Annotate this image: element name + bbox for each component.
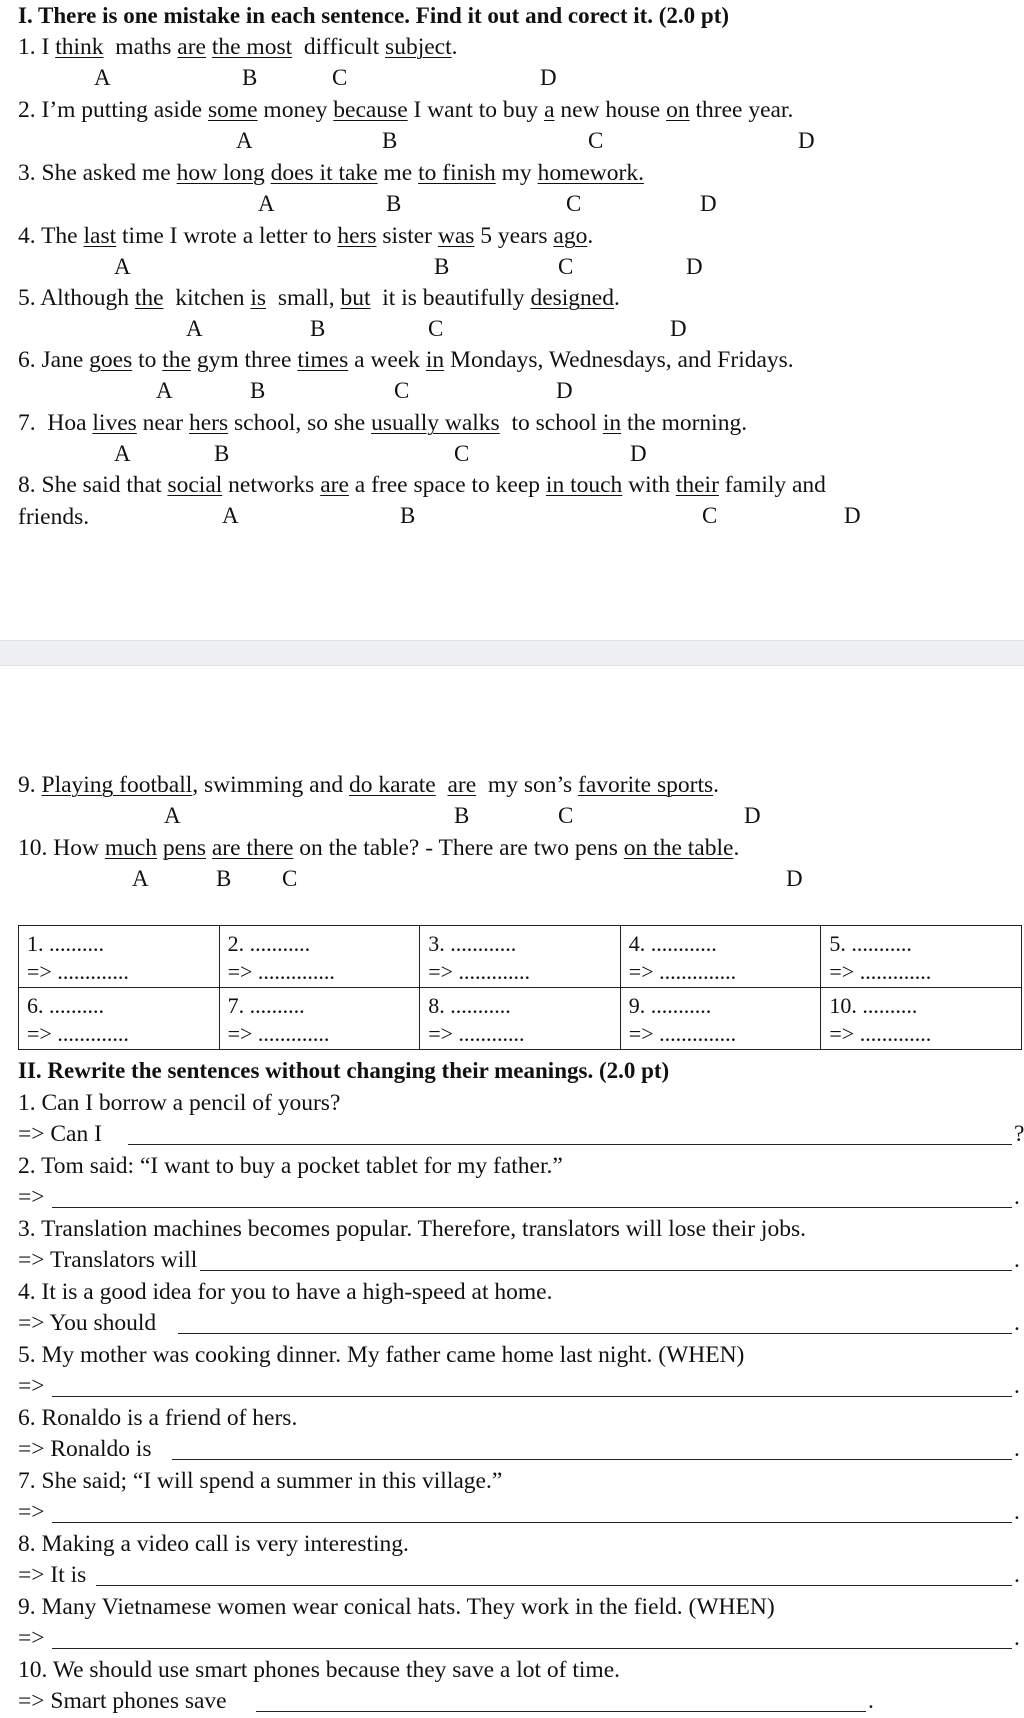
q10-letter-d: D	[786, 866, 803, 891]
q9-letter-b: B	[454, 803, 470, 828]
answer-cell-6[interactable]: 6. .......... => .............	[19, 988, 220, 1050]
answer-cell-8[interactable]: 8. ........... => ............	[420, 988, 621, 1050]
q1-letter-c: C	[332, 65, 348, 90]
table-row	[19, 926, 1022, 988]
q1-letter-d: D	[540, 65, 557, 90]
q6-letter-a: A	[156, 378, 173, 403]
q2-letter-d: D	[798, 128, 815, 153]
table-row	[19, 988, 1022, 1050]
q10-letter-c: C	[282, 866, 298, 891]
q4-letter-d: D	[686, 254, 703, 279]
q7-letter-a: A	[114, 441, 131, 466]
rewrite-prefix: => Ronaldo is	[18, 1436, 152, 1462]
q10-letter-b: B	[216, 866, 232, 891]
rewrite-end-punct: .	[1014, 1562, 1020, 1588]
answer-line[interactable]	[128, 1144, 1012, 1145]
page-break	[0, 640, 1024, 666]
question-7: 7. Hoa lives near hers school, so she usually walks to school in the morning.	[18, 410, 748, 436]
rewrite-end-punct: .	[868, 1688, 874, 1714]
rewrite-end-punct: .	[1014, 1247, 1020, 1273]
question-5: 5. Although the kitchen is small, but it is beautifully designed.	[18, 285, 620, 311]
rewrite-question: 2. Tom said: “I want to buy a pocket tablet for my father.”	[18, 1153, 563, 1179]
question-2: 2. I’m putting aside some money because I want to buy a new house on three year.	[18, 97, 794, 123]
q8-letter-c: C	[702, 503, 718, 528]
question-8-line2: friends.	[18, 504, 90, 530]
answer-cell-10[interactable]: 10. .......... => .............	[821, 988, 1022, 1050]
q8-letter-a: A	[222, 503, 239, 528]
rewrite-end-punct: .	[1014, 1310, 1020, 1336]
rewrite-question: 8. Making a video call is very interesting.	[18, 1531, 409, 1557]
rewrite-prefix: => Translators will	[18, 1247, 198, 1273]
rewrite-prefix: =>	[18, 1373, 45, 1399]
q7-letter-d: D	[630, 441, 647, 466]
q3-letter-c: C	[566, 191, 582, 216]
rewrite-end-punct: .	[1014, 1436, 1020, 1462]
rewrite-prefix: => Smart phones save	[18, 1688, 227, 1714]
question-1: 1. I think maths are the most difficult subject.	[18, 34, 458, 60]
q8-letter-d: D	[844, 503, 861, 528]
q3-letter-a: A	[258, 191, 275, 216]
q2-letter-b: B	[382, 128, 398, 153]
answer-line[interactable]	[96, 1585, 1012, 1586]
rewrite-prefix: => You should	[18, 1310, 157, 1336]
question-4: 4. The last time I wrote a letter to hers sister was 5 years ago.	[18, 223, 594, 249]
q9-letter-d: D	[744, 803, 761, 828]
answer-cell-3[interactable]: 3. ............ => .............	[420, 926, 621, 988]
rewrite-end-punct: ?	[1014, 1121, 1024, 1147]
answer-line[interactable]	[52, 1522, 1012, 1523]
question-8: 8. She said that social networks are a free space to keep in touch with their family and	[18, 472, 826, 498]
rewrite-question: 4. It is a good idea for you to have a high-speed at home.	[18, 1279, 553, 1305]
q10-letter-a: A	[132, 866, 149, 891]
rewrite-question: 5. My mother was cooking dinner. My father came home last night. (WHEN)	[18, 1342, 745, 1368]
q5-letter-c: C	[428, 316, 444, 341]
q5-letter-a: A	[186, 316, 203, 341]
rewrite-question: 9. Many Vietnamese women wear conical hats. They work in the field. (WHEN)	[18, 1594, 775, 1620]
q7-letter-b: B	[214, 441, 230, 466]
q3-letter-d: D	[700, 191, 717, 216]
answer-cell-4[interactable]: 4. ............ => ..............	[620, 926, 821, 988]
q6-letter-d: D	[556, 378, 573, 403]
answer-cell-9[interactable]: 9. ........... => ..............	[620, 988, 821, 1050]
q2-letter-a: A	[236, 128, 253, 153]
answer-line[interactable]	[172, 1459, 1012, 1460]
q1-letter-b: B	[242, 65, 258, 90]
question-10: 10. How much pens are there on the table? - There are two pens on the table.	[18, 835, 740, 861]
q9-letter-a: A	[164, 803, 181, 828]
answer-line[interactable]	[256, 1711, 866, 1712]
q4-letter-c: C	[558, 254, 574, 279]
question-6: 6. Jane goes to the gym three times a week in Mondays, Wednesdays, and Fridays.	[18, 347, 794, 373]
q4-letter-a: A	[114, 254, 131, 279]
q6-letter-c: C	[394, 378, 410, 403]
rewrite-end-punct: .	[1014, 1373, 1020, 1399]
q7-letter-c: C	[454, 441, 470, 466]
q1-letter-a: A	[94, 65, 111, 90]
part1-heading: I. There is one mistake in each sentence. Find it out and corect it. (2.0 pt)	[18, 3, 730, 28]
q2-letter-c: C	[588, 128, 604, 153]
answer-line[interactable]	[200, 1270, 1012, 1271]
q3-letter-b: B	[386, 191, 402, 216]
rewrite-prefix: =>	[18, 1499, 45, 1525]
q8-letter-b: B	[400, 503, 416, 528]
rewrite-question: 3. Translation machines becomes popular. Therefore, translators will lose their jobs.	[18, 1216, 806, 1242]
answer-table	[18, 925, 1022, 1050]
answer-cell-1[interactable]: 1. .......... => .............	[19, 926, 220, 988]
rewrite-question: 6. Ronaldo is a friend of hers.	[18, 1405, 298, 1431]
rewrite-end-punct: .	[1014, 1184, 1020, 1210]
rewrite-question: 7. She said; “I will spend a summer in this village.”	[18, 1468, 503, 1494]
question-9: 9. Playing football, swimming and do karate are my son’s favorite sports.	[18, 772, 719, 798]
answer-cell-2[interactable]: 2. ........... => ..............	[219, 926, 420, 988]
rewrite-question: 10. We should use smart phones because they save a lot of time.	[18, 1657, 621, 1683]
answer-cell-7[interactable]: 7. .......... => .............	[219, 988, 420, 1050]
answer-line[interactable]	[52, 1648, 1012, 1649]
rewrite-prefix: => Can I	[18, 1121, 102, 1147]
q5-letter-d: D	[670, 316, 687, 341]
rewrite-end-punct: .	[1014, 1625, 1020, 1651]
rewrite-question: 1. Can I borrow a pencil of yours?	[18, 1090, 341, 1116]
rewrite-prefix: => It is	[18, 1562, 87, 1588]
answer-line[interactable]	[52, 1396, 1012, 1397]
rewrite-end-punct: .	[1014, 1499, 1020, 1525]
answer-line[interactable]	[52, 1207, 1012, 1208]
part2-heading: II. Rewrite the sentences without changing their meanings. (2.0 pt)	[18, 1058, 670, 1083]
rewrite-prefix: =>	[18, 1625, 45, 1651]
question-3: 3. She asked me how long does it take me to finish my homework.	[18, 160, 644, 186]
q4-letter-b: B	[434, 254, 450, 279]
q6-letter-b: B	[250, 378, 266, 403]
rewrite-prefix: =>	[18, 1184, 45, 1210]
q9-letter-c: C	[558, 803, 574, 828]
q5-letter-b: B	[310, 316, 326, 341]
answer-line[interactable]	[178, 1333, 1012, 1334]
answer-cell-5[interactable]: 5. ........... => .............	[821, 926, 1022, 988]
